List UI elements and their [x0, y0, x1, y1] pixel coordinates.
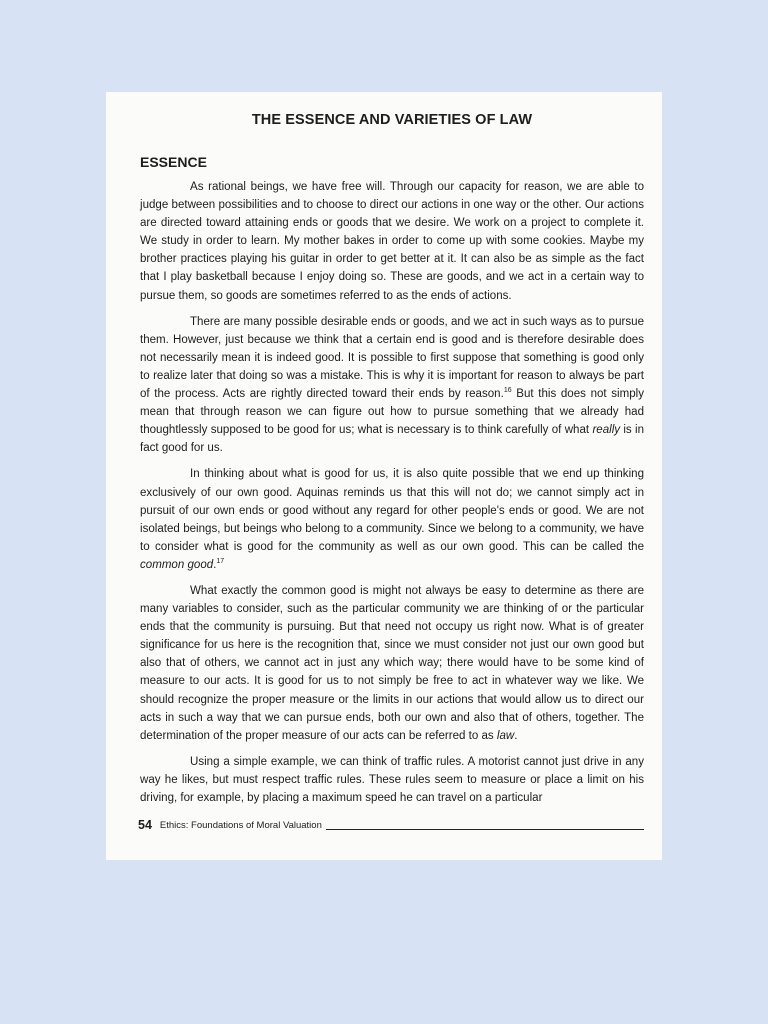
paragraph-1 — [140, 178, 644, 305]
paragraph-4-emphasis: law — [496, 729, 515, 742]
footnote-ref-16: 16 — [503, 387, 512, 395]
paragraph-4-text: What exactly the common good is might not always be easy to determine as there are many variables to consider, such as the particular community we are thinking of or the particular ends that the community is pursuing. But that need not occupy us right now. What is of greater significance for us here is the recognition that, since we must consider not just our own good but also that of others, we cannot act in just any which way; there would have to be some kind of measure to our acts. It is good for us to not simply be free to act in whatever way we like. We should recognize the proper measure or the limits in our actions that would allow us to direct our acts in such a way that we can pursue ends, both our own and also that of others, together. The determination of the proper measure of our acts can be referred to as — [140, 584, 644, 742]
paragraph-2-emphasis: really — [592, 424, 621, 437]
paragraph-4-text-end: . — [514, 729, 518, 742]
paragraph-4 — [140, 582, 644, 745]
page-title: THE ESSENCE AND VARIETIES OF LAW — [251, 112, 533, 128]
paragraph-2-text-b: But this does not simply mean that through reason we can figure out how to pursue something that we already had thoughtlessly supposed to be good for us; what is necessary is to think carefully of what — [140, 388, 645, 437]
paragraph-3-text-a: In thinking about what is good for us, it is also quite possible that we end up thinking exclusively of our own good. Aquinas reminds us that this will not do; we cannot simply act in pursuit of our own ends or good without any regard for other people's ends or good. We are not isolated beings, but beings who belong to a community. Since we belong to a community, we have to consider what is good for the community as well as our own good. This can be called the — [140, 468, 644, 553]
paragraph-5-text: Using a simple example, we can think of traffic rules. A motorist cannot just drive in any way he likes, but must respect traffic rules. These rules seem to measure or place a limit on his driving, for example, by placing a maximum speed he can travel on a particular — [140, 755, 644, 804]
footer-rule — [326, 829, 644, 830]
section-heading: ESSENCE — [140, 154, 207, 170]
document-page — [106, 92, 662, 860]
page-number: 54 — [138, 818, 152, 832]
book-title: Ethics: Foundations of Moral Valuation — [159, 820, 322, 831]
paragraph-2-text-c: is in fact good for us. — [140, 424, 645, 455]
footnote-ref-17: 17 — [216, 558, 225, 566]
page-footer — [138, 818, 644, 832]
paragraph-3-text-b: . — [213, 558, 217, 571]
paragraph-3 — [140, 465, 644, 574]
paragraph-1-text: As rational beings, we have free will. Through our capacity for reason, we are able to judge between possibilities and to choose to direct our actions in one way or the other. Our actions are directed toward attaining ends or goods that we desire. We work on a project to complete it. We study in order to learn. My mother bakes in order to come up with some cookies. Maybe my brother practices playing his guitar in order to get better at it. It can also be as simple as the fact that I play basketball because I enjoy doing so. These are goods, and we act in a certain way to pursue them, so goods are sometimes referred to as the ends of actions. — [140, 181, 644, 302]
paragraph-3-emphasis: common good — [140, 558, 214, 571]
paragraph-5 — [140, 753, 644, 807]
paragraph-2 — [140, 313, 644, 458]
paragraph-2-text-a: There are many possible desirable ends or goods, and we act in such ways as to pursue them. However, just because we think that a certain end is good and is therefore desirable does not necessarily mean it is indeed good. It is possible to first suppose that something is good only to realize later that doing so was a mistake. This is why it is important for reason to always be part of the process. Acts are rightly directed toward their ends by reason. — [140, 315, 644, 401]
